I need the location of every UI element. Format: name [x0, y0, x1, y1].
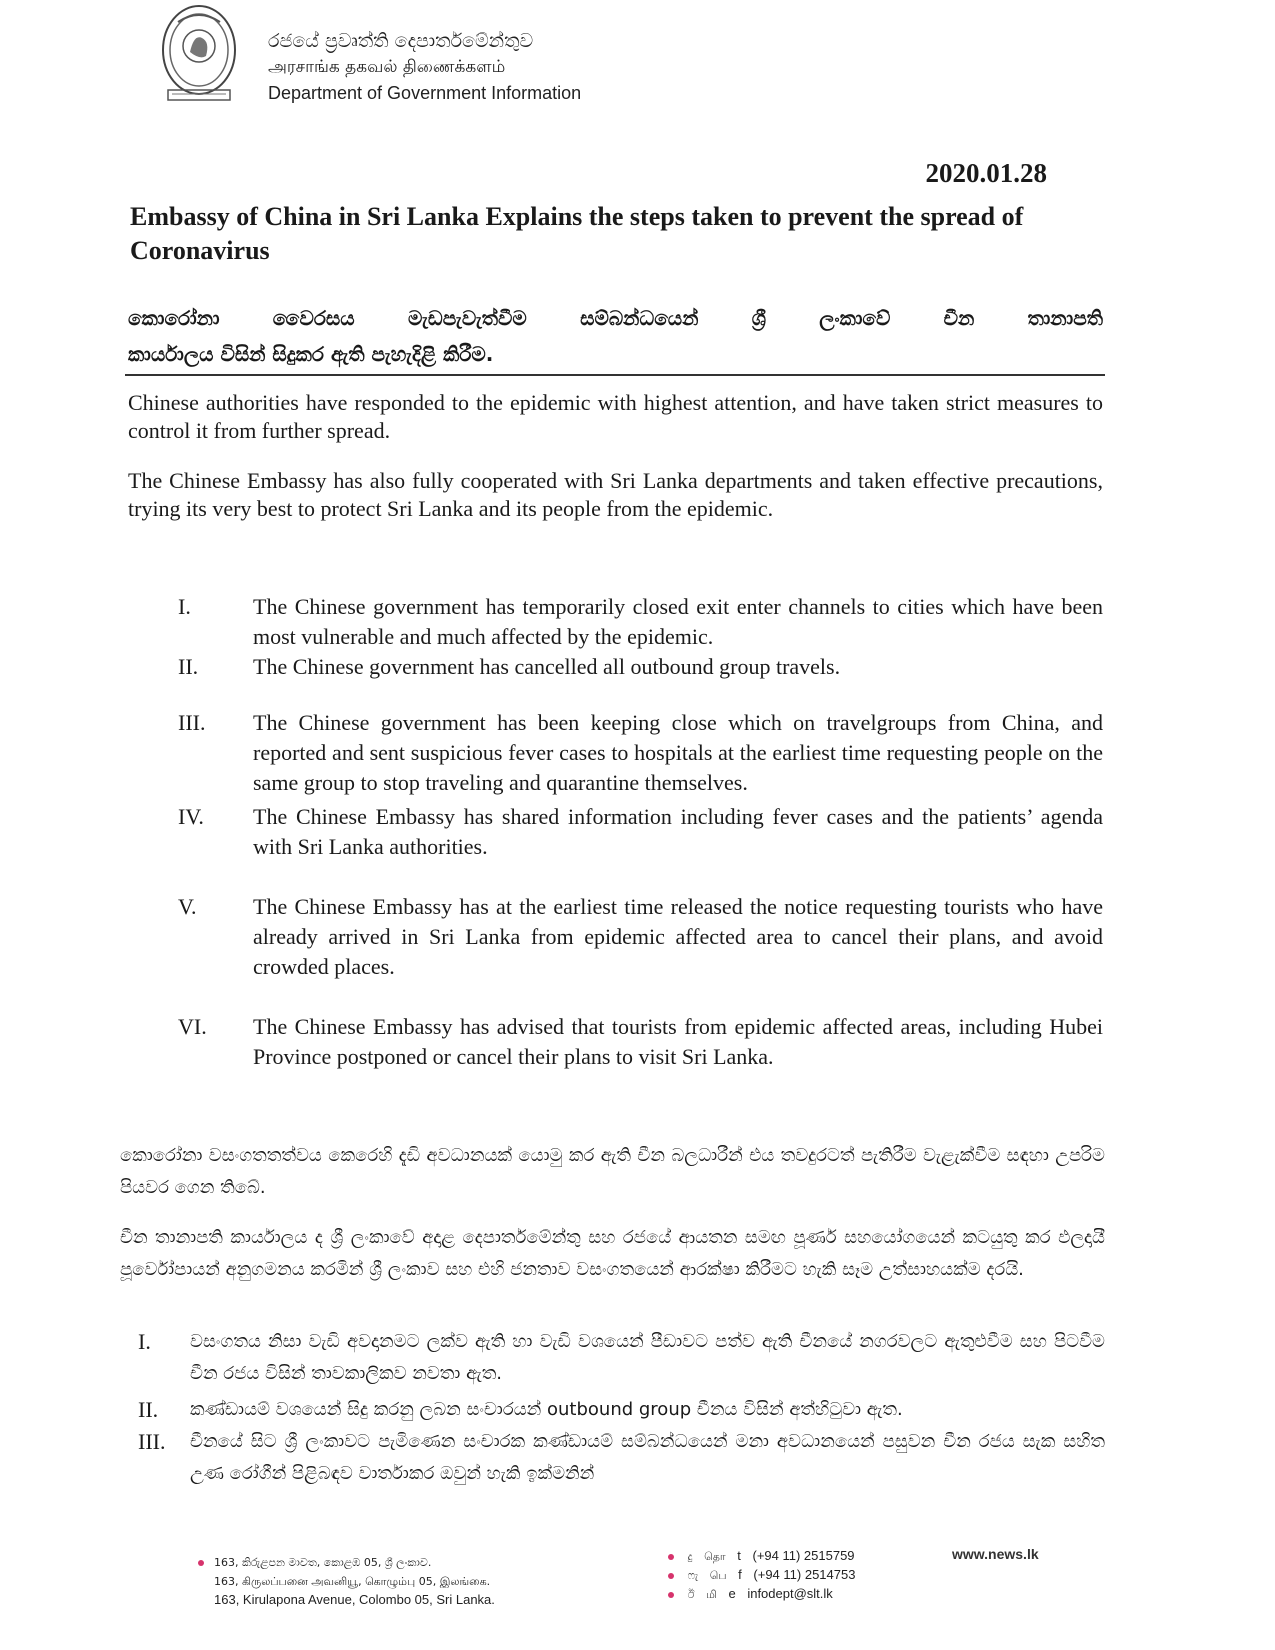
fax-number: (+94 11) 2514753: [753, 1567, 856, 1582]
list-item-number: III.: [138, 1429, 166, 1454]
phone-label-sinhala: දු: [687, 1550, 693, 1563]
email-label-tamil: மி: [706, 1588, 717, 1601]
bullet-dot-icon: [668, 1554, 674, 1560]
government-emblem-icon: [158, 2, 240, 108]
title-divider: [125, 374, 1105, 376]
bullet-dot-icon: [668, 1592, 674, 1598]
sinhala-title: [128, 300, 1103, 372]
list-item-number: I.: [138, 1329, 151, 1354]
list-item-number: III.: [178, 710, 206, 735]
department-name-english: Department of Government Information: [268, 83, 582, 103]
department-name-tamil: அரசாங்க தகவல் திணைக்களம்: [268, 57, 506, 77]
list-item-text: The Chinese Embassy has shared information including fever cases and the patients’ agenda with Sri Lanka authorities.: [253, 804, 1103, 859]
bullet-dot-icon: [198, 1560, 204, 1566]
page-title: Embassy of China in Sri Lanka Explains the steps taken to prevent the spread of Coronavirus: [130, 202, 1024, 265]
paragraph-2: The Chinese Embassy has also fully cooperated with Sri Lanka departments and taken effective precautions, trying its very best to protect Sri Lanka and its people from the epidemic.: [128, 468, 1103, 521]
footer-contacts: [668, 1546, 928, 1603]
department-header: [268, 28, 668, 106]
sinhala-paragraph-1: කොරෝනා වසංගතතත්වය කෙරෙහි දැඩි අවධානයක් යොමු කර ඇති චීන බලධාරීන් එය තවදුරටත් පැතිරීම වැළැක්වීම සඳහා උපරිම පියවර ගෙන තිබේ.: [120, 1145, 1105, 1198]
list-item-number: I.: [178, 594, 191, 619]
phone-line: [668, 1546, 928, 1565]
list-item-number: II.: [178, 654, 199, 679]
email-label-sinhala: ඊ: [687, 1588, 695, 1601]
list-item-text: කණ්ඩායම් වශයෙන් සිදු කරනු ලබන සංචාරයන් outbound group චීනය විසින් අත්හිටුවා ඇත.: [190, 1399, 903, 1420]
paragraph-1: Chinese authorities have responded to the epidemic with highest attention, and have taken strict measures to control it from further spread.: [128, 390, 1103, 443]
email-label: e: [728, 1586, 736, 1601]
fax-label: f: [738, 1567, 742, 1582]
list-item-number: IV.: [178, 804, 204, 829]
sinhala-title-line-1: කොරෝනා වෛරසය මැඩපැවැත්වීම සම්බන්ධයෙන් ශ්‍රී ලංකාවේ චීන තානාපති: [128, 306, 1103, 330]
phone-label: t: [737, 1548, 741, 1563]
list-item-number: II.: [138, 1397, 159, 1422]
email-line: [668, 1584, 928, 1603]
footer-address: [198, 1552, 578, 1609]
address-sinhala: 163, කිරුළපන මාවත, කොළඹ 05, ශ්‍රී ලංකාව.: [214, 1556, 432, 1569]
sinhala-paragraph-2: චීන තානාපති කාර්යාලය ද ශ්‍රී ලංකාවේ අදාළ දෙපාර්තමේන්තු සහ රජයේ ආයතන සමඟ පූර්ණ සහයෝගයෙන් කටයුතු කර ඵලදායී පූර්වෝපායන් අනුගමනය කරමින් ශ්‍රී ලංකාව සහ එහි ජනතාව වසංගතයෙන් ආරක්ෂා කිරීමට හැකි සෑම උත්සාහයක්ම දරයි.: [120, 1227, 1105, 1280]
fax-label-tamil: பெ: [709, 1569, 727, 1582]
list-item-text: The Chinese Embassy has advised that tourists from epidemic affected areas, including Hubei Province postponed or cancel their plans to visit Sri Lanka.: [253, 1014, 1103, 1069]
list-item-text: චීනයේ සිට ශ්‍රී ලංකාවට පැමිණෙන සංචාරක කණ්ඩායම් සම්බන්ධයෙන් මනා අවධානයෙන් පසුවන චීන රජය සැක සහිත උණ රෝගීන් පිළිබඳව වාර්තාකර ඔවුන් හැකි ඉක්මනින්: [190, 1431, 1105, 1484]
phone-number: (+94 11) 2515759: [752, 1548, 855, 1563]
list-item-text: වසංගතය නිසා වැඩි අවදානමට ලක්ව ඇති හා වැඩි වශයෙන් පීඩාවට පත්ව ඇති චීනයේ නගරවලට ඇතුළුවීම සහ පිටවීම චීන රජය විසින් තාවකාලිකව නවතා ඇත.: [190, 1331, 1105, 1384]
list-item-text: The Chinese government has been keeping close which on travelgroups from China, and reported and sent suspicious fever cases to hospitals at the earliest time requesting people on the same group to stop traveling and quarantine themselves.: [253, 710, 1103, 795]
list-item-text: The Chinese government has temporarily closed exit enter channels to cities which have been most vulnerable and much affected by the epidemic.: [253, 594, 1103, 649]
email-address[interactable]: infodept@slt.lk: [747, 1586, 833, 1601]
website-link[interactable]: www.news.lk: [952, 1546, 1039, 1562]
list-item-number: VI.: [178, 1014, 207, 1039]
list-item-text: The Chinese Embassy has at the earliest time released the notice requesting tourists who have already arrived in Sri Lanka from epidemic affected area to cancel their plans, and avoid crowded places.: [253, 894, 1103, 979]
fax-line: [668, 1565, 928, 1584]
sinhala-title-line-2: කාර්යාලය විසින් සිදුකර ඇති පැහැදිළි කිරීම.: [128, 342, 494, 366]
sinhala-steps-list: [138, 1326, 1105, 1486]
steps-list: [178, 592, 1103, 1092]
fax-label-sinhala: ෆැ: [687, 1569, 699, 1582]
list-item-number: V.: [178, 894, 197, 919]
department-name-sinhala: රජයේ ප්‍රවෘත්ති දෙපාර්තමේන්තුව: [268, 30, 534, 52]
release-date: 2020.01.28: [925, 158, 1047, 188]
list-item-text: The Chinese government has cancelled all outbound group travels.: [253, 654, 841, 679]
address-english: 163, Kirulapona Avenue, Colombo 05, Sri Lanka.: [214, 1592, 495, 1607]
bullet-dot-icon: [668, 1573, 674, 1579]
address-tamil: 163, கிருலப்பனை அவனியூ, கொழும்பு 05, இலங்கை.: [214, 1575, 491, 1588]
phone-label-tamil: தொ: [704, 1550, 726, 1563]
